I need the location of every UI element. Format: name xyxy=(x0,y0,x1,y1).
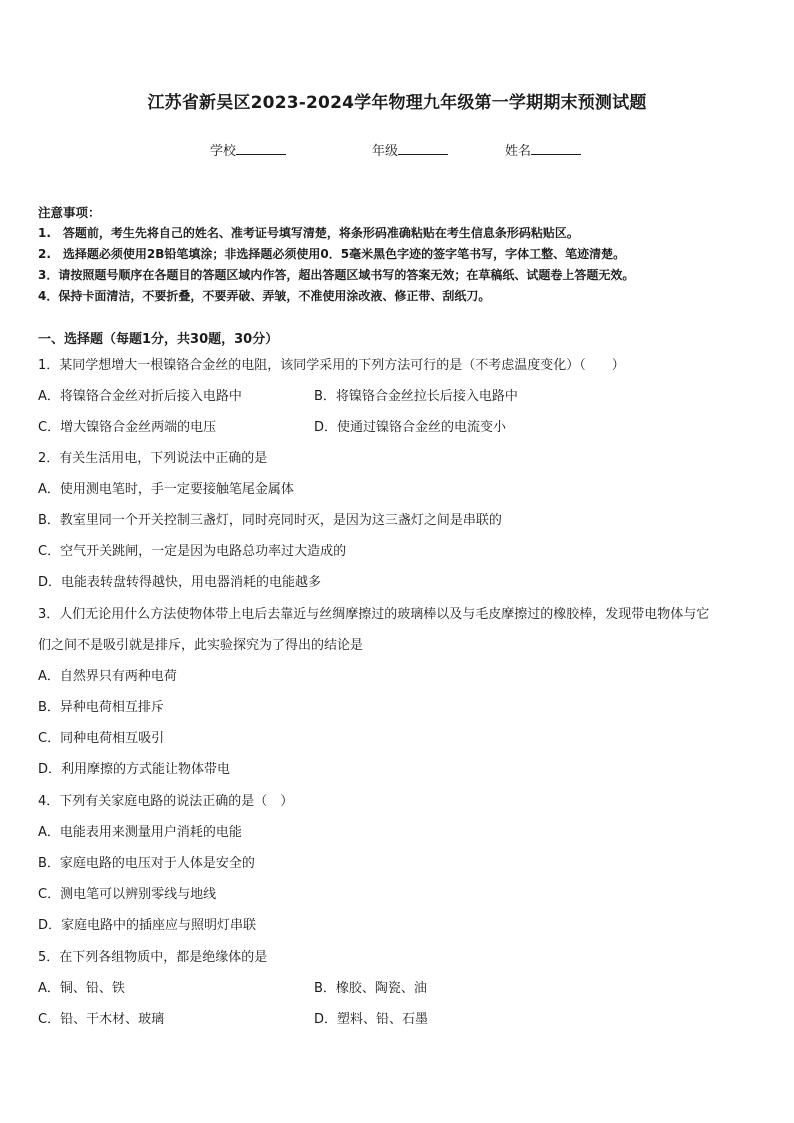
note-item: 1. 答题前，考生先将自己的姓名、准考证号填写清楚，将条形码准确粘贴在考生信息条形码粘贴区。 xyxy=(38,226,579,240)
option-b: B．橡胶、陶瓷、油 xyxy=(314,981,427,996)
option-d: D．利用摩擦的方式能让物体带电 xyxy=(38,762,231,777)
question-stem: 5．在下列各组物质中，都是绝缘体的是 xyxy=(38,950,268,965)
note-item: 3．请按照题号顺序在各题目的答题区域内作答，超出答题区域书写的答案无效；在草稿纸、试题卷上答题无效。 xyxy=(38,268,635,282)
question-stem: 4．下列有关家庭电路的说法正确的是（ ） xyxy=(38,794,294,809)
option-a: A．铜、铅、铁 xyxy=(38,981,125,996)
option-b: B．家庭电路的电压对于人体是安全的 xyxy=(38,856,255,871)
option-a: A．电能表用来测量用户消耗的电能 xyxy=(38,825,242,840)
name-blank xyxy=(531,142,581,155)
option-c: C．测电笔可以辨别零线与地线 xyxy=(38,887,217,902)
option-d: D．塑料、铅、石墨 xyxy=(314,1012,429,1027)
question-stem-cont: 们之间不是吸引就是排斥，此实验探究为了得出的结论是 xyxy=(38,638,364,653)
option-a: A．自然界只有两种电荷 xyxy=(38,669,177,684)
option-d: D．电能表转盘转得越快，用电器消耗的电能越多 xyxy=(38,575,322,590)
note-item: 2. 选择题必须使用2B铅笔填涂；非选择题必须使用0．5毫米黑色字迹的签字笔书写，字体工整、笔迹清楚。 xyxy=(38,247,626,261)
notes-heading: 注意事项： xyxy=(38,205,101,220)
option-d: D．使通过镍铬合金丝的电流变小 xyxy=(314,420,507,435)
school-field xyxy=(210,140,286,159)
school-blank xyxy=(236,142,286,155)
grade-blank xyxy=(398,142,448,155)
option-a: A．将镍铬合金丝对折后接入电路中 xyxy=(38,389,242,404)
school-label: 学校 xyxy=(210,144,237,159)
option-c: C．增大镍铬合金丝两端的电压 xyxy=(38,420,217,435)
grade-label: 年级 xyxy=(372,144,399,159)
option-a: A．使用测电笔时，手一定要接触笔尾金属体 xyxy=(38,482,294,497)
note-item: 4．保持卡面清洁，不要折叠，不要弄破、弄皱，不准使用涂改液、修正带、刮纸刀。 xyxy=(38,289,491,303)
option-d: D．家庭电路中的插座应与照明灯串联 xyxy=(38,918,257,933)
name-label: 姓名 xyxy=(505,144,532,159)
option-b: B．异种电荷相互排斥 xyxy=(38,700,164,715)
question-stem: 1．某同学想增大一根镍铬合金丝的电阻，该同学采用的下列方法可行的是（不考虑温度变化）（ ） xyxy=(38,358,625,373)
page-title: 江苏省新吴区2023-2024学年物理九年级第一学期期末预测试题 xyxy=(147,93,647,113)
name-field xyxy=(505,140,581,159)
question-stem: 2．有关生活用电，下列说法中正确的是 xyxy=(38,451,268,466)
option-c: C．铅、干木材、玻璃 xyxy=(38,1012,165,1027)
option-b: B．教室里同一个开关控制三盏灯，同时亮同时灭，是因为这三盏灯之间是串联的 xyxy=(38,513,502,528)
question-stem: 3．人们无论用什么方法使物体带上电后去靠近与丝绸摩擦过的玻璃棒以及与毛皮摩擦过的橡胶棒，发现带电物体与它 xyxy=(38,607,710,622)
grade-field xyxy=(372,140,448,159)
section-heading: 一、选择题（每题1分，共30题，30分） xyxy=(38,332,279,347)
option-b: B．将镍铬合金丝拉长后接入电路中 xyxy=(314,389,518,404)
option-c: C．空气开关跳闸，一定是因为电路总功率过大造成的 xyxy=(38,544,347,559)
option-c: C．同种电荷相互吸引 xyxy=(38,731,165,746)
